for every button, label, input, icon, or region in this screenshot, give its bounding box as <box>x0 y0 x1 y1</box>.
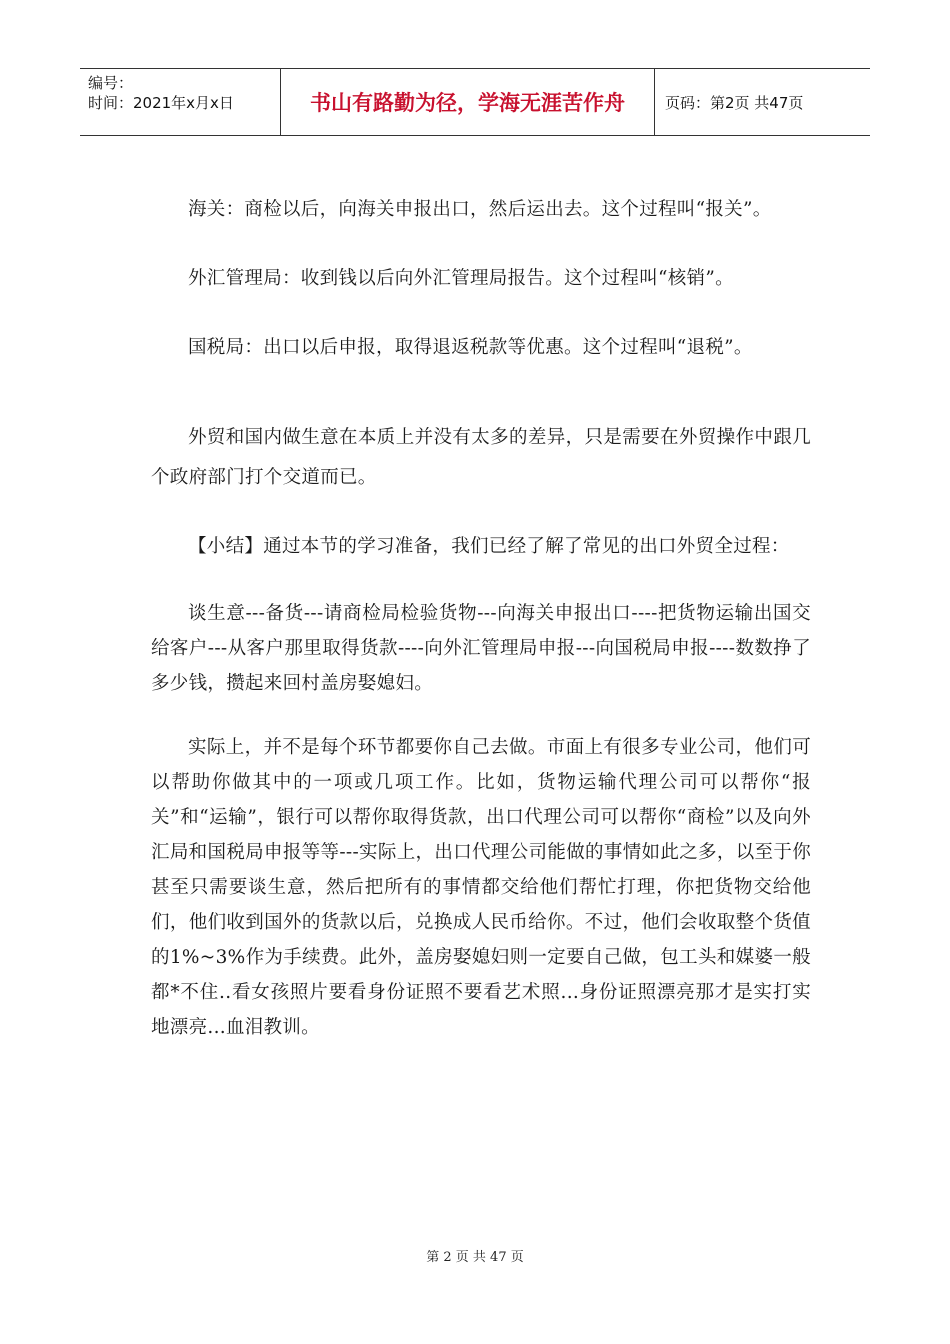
paragraph-process-chain: 谈生意---备货---请商检局检验货物---向海关申报出口----把货物运输出国交给客户---从客户那里取得货款----向外汇管理局申报---向国税局申报----数数挣了多少钱，攒起来回村盖房娶媳妇。 <box>151 603 811 694</box>
paragraph-tax: 国税局：出口以后申报，取得退返税款等优惠。这个过程叫“退税”。 <box>188 337 753 358</box>
document-number-label: 编号： <box>88 74 134 92</box>
paragraph-conclusion: 【小结】通过本节的学习准备，我们已经了解了常见的出口外贸全过程： <box>188 536 790 557</box>
document-body <box>151 190 811 1074</box>
header-page-code: 页码：第2页 共47页 <box>665 93 804 112</box>
paragraph-forex: 外汇管理局：收到钱以后向外汇管理局报告。这个过程叫“核销”。 <box>188 268 734 289</box>
page-header <box>80 68 870 136</box>
document-time: 时间：2021年x月x日 <box>88 94 234 112</box>
paragraph-customs: 海关：商检以后，向海关申报出口，然后运出去。这个过程叫“报关”。 <box>188 199 772 220</box>
header-motto: 书山有路勤为径，学海无涯苦作舟 <box>280 69 655 135</box>
page-footer: 第 2 页 共 47 页 <box>426 1250 524 1265</box>
paragraph-agents: 实际上，并不是每个环节都要你自己去做。市面上有很多专业公司，他们可以帮助你做其中的一项或几项工作。比如，货物运输代理公司可以帮你“报关”和“运输”，银行可以帮你取得货款，出口代理公司可以帮你“商检”以及向外汇局和国税局申报等等---实际上，出口代理公司能做的事情如此之多，以至于你甚至只需要谈生意，然后把所有的事情都交给他们帮忙打理，你把货物交给他们，他们收到国外的货款以后，兑换成人民币给你。不过，他们会收取整个货值的1%~3%作为手续费。此外，盖房娶媳妇则一定要自己做，包工头和媒婆一般都*不住..看女孩照片要看身份证照不要看艺术照...身份证照漂亮那才是实打实地漂亮...血泪教训。 <box>151 737 811 1038</box>
paragraph-trade-summary: 外贸和国内做生意在本质上并没有太多的差异，只是需要在外贸操作中跟几个政府部门打个交道而已。 <box>151 427 811 488</box>
header-meta <box>80 69 280 135</box>
